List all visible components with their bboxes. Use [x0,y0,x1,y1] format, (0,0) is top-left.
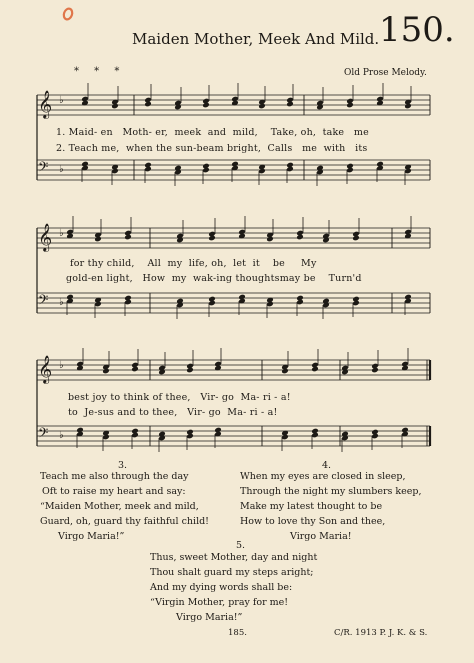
flat-icon: ♭ [59,164,64,175]
melody-credit: Old Prose Melody. [344,68,427,78]
syllable: en [91,273,104,284]
syllable: en [100,127,113,138]
note-head [214,427,222,434]
syllable: ri [249,407,258,418]
bass-clef-icon: 𝄢 [38,425,49,444]
note-head [186,429,194,436]
syllable: my [167,258,183,269]
syllable: me [353,127,369,138]
syllable: think [123,392,150,403]
verse-4 [240,469,422,544]
note-head [376,161,384,168]
note-head [352,296,360,303]
syllable: thee, [165,392,191,403]
verse-line: Virgo Maria! [290,531,352,542]
syllable: meek [174,127,202,138]
syllable: with [323,143,346,154]
lyrics-system2-verse2 [66,273,362,284]
note-head [401,427,409,434]
note-head [144,162,152,169]
flat-icon: ♭ [59,360,64,371]
syllable: Ma- [240,392,260,403]
note-head [66,294,74,301]
syllable: gold- [66,273,92,284]
treble-clef-icon: 𝄞 [38,355,53,383]
syllable: oh, [300,127,317,138]
syllable: the [156,143,173,154]
verse-line: Virgo Maria!” [176,612,243,623]
note-head [231,161,239,168]
syllable: - [274,392,278,403]
syllable: it [252,258,260,269]
note-head [81,161,89,168]
syllable: be [303,273,316,284]
syllable: take [322,127,345,138]
treble-clef-icon: 𝄞 [38,223,53,251]
syllable: thoughts [235,273,280,284]
syllable: er, [155,127,169,138]
treble-clef-icon: 𝄞 [38,90,53,118]
hymn-title: Maiden Mother, Meek And Mild. [132,30,380,48]
verse-line: “Maiden Mother, meek and mild, [40,501,199,512]
syllable: 2. Teach [56,143,99,154]
verse-line: Thou shalt guard my steps aright; [150,567,314,578]
syllable: oh, [211,258,227,269]
note-head [208,296,216,303]
hymn-number: 150. [379,10,455,50]
syllable: to [110,392,121,403]
syllable: mild, [232,127,258,138]
note-head [311,428,319,435]
flat-icon: ♭ [59,228,64,239]
note-head [202,163,210,170]
syllable: me, [101,143,120,154]
syllable: a! [267,407,278,418]
note-head [76,427,84,434]
flat-icon: ♭ [59,430,64,441]
page-number: 185. [228,628,247,638]
syllable: light, [106,273,133,284]
bass-clef-icon: 𝄢 [38,159,49,178]
syllable: - [260,407,265,418]
note-head [404,294,412,301]
syllable: to [139,407,149,418]
note-head [286,162,294,169]
syllable: let [233,258,247,269]
syllable: thee, [152,407,178,418]
syllable: may [279,273,301,284]
note-head [124,295,132,302]
syllable: my [171,273,187,284]
syllable: bright, [226,143,262,154]
verse-line: Through the night my slumbers keep, [240,486,422,497]
lyrics-system1-verse2 [56,143,367,154]
syllable: sus [97,407,115,418]
syllable: Turn'd [328,273,362,284]
syllable: go [221,392,235,403]
syllable: of [152,392,163,403]
verse-3 [40,469,209,544]
syllable: 1. Maid- [56,127,98,138]
syllable: best [68,392,90,403]
syllable: ri [262,392,271,403]
syllable: Calls [267,143,293,154]
flat-icon: ♭ [59,297,64,308]
note-head [238,294,246,301]
verse-line: Make my latest thought to be [240,501,383,512]
verse-line: Thus, sweet Mother, day and night [150,552,318,563]
syllable: go [208,407,221,418]
syllable: and [117,407,136,418]
verse-line: Guard, oh, guard thy faithful child! [40,516,210,527]
note-head [371,429,379,436]
flat-icon: ♭ [59,95,64,106]
syllable: My [301,258,317,269]
syllable: when [125,143,153,154]
syllable: sun- [175,143,197,154]
syllable: ing [216,273,233,284]
syllable: All [147,258,162,269]
syllable: Vir- [200,392,219,403]
syllable: How [142,273,166,284]
lyrics-system3-verse1 [68,392,291,403]
syllable: and [207,127,227,138]
bass-clef-icon: 𝄢 [38,292,49,311]
syllable: me [302,143,318,154]
lyrics-system2-verse1 [70,258,317,269]
verse-number: 5. [236,540,246,551]
note-head [131,428,139,435]
verse-line: “Virgin Mother, pray for me! [150,597,289,608]
syllable: wak- [192,273,217,284]
lyrics-system3-verse2 [68,407,278,418]
syllable: Ma- [227,407,247,418]
syllable: Je- [84,407,98,418]
syllable: to [68,407,78,418]
syllable: Moth- [122,127,153,138]
syllable: Vir- [187,407,206,418]
verse-line: Virgo Maria!” [58,531,125,542]
syllable: its [355,143,368,154]
verse-5 [150,550,317,625]
syllable: joy [92,392,108,403]
ornament-stars: * * * [74,66,126,77]
note-head [296,295,304,302]
syllable: beam [196,143,224,154]
verse-line: And my dying words shall be: [150,582,293,593]
syllable: child, [106,258,135,269]
verse-line: How to love thy Son and thee, [240,516,386,527]
syllable: be [272,258,285,269]
verse-line: Oft to raise my heart and say: [42,486,186,497]
syllable: life, [188,258,208,269]
copyright-notice: C/R. 1913 P. J. K. & S. [334,628,428,638]
syllable: a! [280,392,291,403]
lyrics-system1-verse1 [56,127,369,138]
verse-number: 3. [118,460,128,471]
syllable: for [70,258,85,269]
syllable: thy [87,258,104,269]
verse-line: When my eyes are closed in sleep, [240,471,406,482]
verse-line: Teach me also through the day [40,471,189,482]
note-head [346,163,354,170]
verse-number: 4. [322,460,332,471]
syllable: Take, [270,127,298,138]
